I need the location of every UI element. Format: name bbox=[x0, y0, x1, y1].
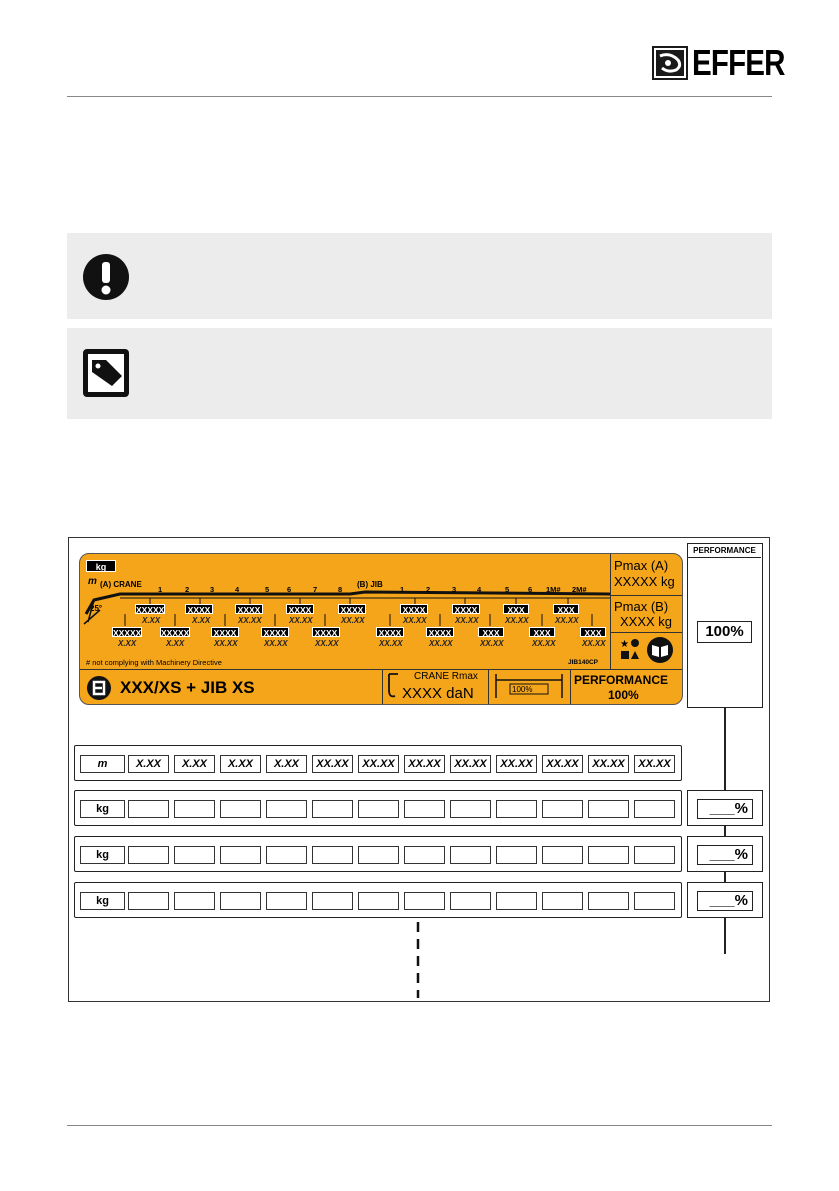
load-cell[interactable] bbox=[450, 846, 491, 864]
performance-header: PERFORMANCE bbox=[688, 544, 761, 558]
load-unit: kg bbox=[80, 892, 125, 910]
crane-ext-3: 3 bbox=[210, 585, 215, 594]
load-cell[interactable] bbox=[220, 846, 261, 864]
load-cell[interactable] bbox=[174, 892, 215, 910]
lower-radius-5: XX.XX bbox=[315, 639, 339, 648]
load-cell[interactable] bbox=[634, 800, 675, 818]
load-row-2 bbox=[74, 836, 682, 872]
radius-cell: XX.XX bbox=[358, 755, 399, 773]
note-notice bbox=[67, 328, 772, 419]
lower-radius-2: X.XX bbox=[166, 639, 185, 648]
load-cell[interactable] bbox=[312, 892, 353, 910]
load-cell[interactable] bbox=[542, 846, 583, 864]
hook-icon bbox=[386, 672, 402, 700]
connector-line bbox=[724, 872, 726, 882]
connector-line bbox=[724, 826, 726, 836]
lower-radius-4: XX.XX bbox=[264, 639, 288, 648]
load-cell[interactable] bbox=[266, 846, 307, 864]
load-row-1 bbox=[74, 790, 682, 826]
load-cell[interactable] bbox=[404, 846, 445, 864]
upper-radius-5: XX.XX bbox=[341, 616, 365, 625]
crane-ext-5: 5 bbox=[265, 585, 270, 594]
footnote: # not complying with Machinery Directive bbox=[86, 658, 222, 667]
lower-radius-8: XX.XX bbox=[480, 639, 504, 648]
plate-performance-value: 100% bbox=[608, 688, 639, 702]
header-rule bbox=[67, 96, 772, 97]
effer-e-icon bbox=[86, 675, 112, 701]
percent-field[interactable]: ___% bbox=[697, 891, 753, 911]
plate-divider-b3 bbox=[570, 669, 571, 705]
load-cell[interactable] bbox=[220, 800, 261, 818]
crane-ext-6: 6 bbox=[287, 585, 292, 594]
upper-radius-9: XX.XX bbox=[555, 616, 579, 625]
stabilizer-pct: 100% bbox=[512, 685, 533, 694]
load-row-3 bbox=[74, 882, 682, 918]
load-cell[interactable] bbox=[174, 846, 215, 864]
footer-rule bbox=[67, 1125, 772, 1126]
crane-ext-1: 1 bbox=[158, 585, 163, 594]
manual-book-icon bbox=[646, 636, 674, 664]
continuation-dashes bbox=[412, 922, 424, 998]
lower-load-10: XXX bbox=[580, 627, 606, 637]
load-cell[interactable] bbox=[404, 800, 445, 818]
load-cell[interactable] bbox=[128, 800, 169, 818]
lower-radius-3: XX.XX bbox=[214, 639, 238, 648]
load-cell[interactable] bbox=[128, 846, 169, 864]
load-cell[interactable] bbox=[312, 846, 353, 864]
upper-radius-8: XX.XX bbox=[505, 616, 529, 625]
percent-box-2 bbox=[687, 836, 763, 872]
performance-panel bbox=[687, 543, 763, 708]
plate-m-label: m bbox=[88, 576, 97, 587]
radius-unit: m bbox=[80, 755, 125, 773]
radius-cell: XX.XX bbox=[312, 755, 353, 773]
load-cell[interactable] bbox=[358, 846, 399, 864]
upper-load-4: XXXX bbox=[286, 604, 314, 614]
upper-radius-6: XX.XX bbox=[403, 616, 427, 625]
pmax-b-label: Pmax (B) bbox=[614, 599, 669, 614]
svg-text:★: ★ bbox=[620, 639, 629, 650]
radius-cell: XX.XX bbox=[542, 755, 583, 773]
lower-load-4: XXXX bbox=[261, 627, 289, 637]
upper-radius-7: XX.XX bbox=[455, 616, 479, 625]
radius-cell: X.XX bbox=[220, 755, 261, 773]
plate-divider-h2 bbox=[610, 632, 683, 633]
warning-notice bbox=[67, 233, 772, 319]
load-unit: kg bbox=[80, 800, 125, 818]
load-cell[interactable] bbox=[496, 892, 537, 910]
jib-ext-2: 2 bbox=[426, 585, 431, 594]
radius-row bbox=[74, 745, 682, 781]
lower-load-1: XXXXX bbox=[113, 628, 142, 638]
upper-load-9: XXX bbox=[553, 604, 579, 614]
exclamation-icon bbox=[82, 253, 130, 301]
load-cell[interactable] bbox=[496, 846, 537, 864]
jib-ext-3: 3 bbox=[452, 585, 457, 594]
jib-ext-4: 4 bbox=[477, 585, 482, 594]
jib-label: (B) JIB bbox=[357, 580, 383, 589]
load-cell[interactable] bbox=[634, 846, 675, 864]
load-cell[interactable] bbox=[450, 892, 491, 910]
load-cell[interactable] bbox=[404, 892, 445, 910]
upper-load-5: XXXX bbox=[338, 604, 366, 614]
jib-ext-1: 1 bbox=[400, 585, 405, 594]
plate-divider-v bbox=[610, 554, 611, 670]
chart-code: JIB140CP bbox=[568, 659, 598, 666]
lower-load-7: XXXX bbox=[426, 627, 454, 637]
lower-load-6: XXXX bbox=[376, 627, 404, 637]
pmax-b-value: XXXX kg bbox=[620, 614, 673, 629]
percent-field[interactable]: ___% bbox=[697, 845, 753, 865]
model-name: XXX/XS + JIB XS bbox=[120, 678, 255, 697]
load-cell[interactable] bbox=[358, 892, 399, 910]
load-cell[interactable] bbox=[174, 800, 215, 818]
plate-kg-label: kg bbox=[86, 560, 116, 572]
crane-ext-4: 4 bbox=[235, 585, 240, 594]
radius-cell: XX.XX bbox=[496, 755, 537, 773]
load-cell[interactable] bbox=[128, 892, 169, 910]
note-tag-icon bbox=[82, 348, 130, 398]
upper-radius-2: X.XX bbox=[192, 616, 211, 625]
load-unit: kg bbox=[80, 846, 125, 864]
radius-cell: X.XX bbox=[174, 755, 215, 773]
load-plate bbox=[79, 553, 683, 705]
jib-ext-5: 5 bbox=[505, 585, 510, 594]
radius-cell: XX.XX bbox=[404, 755, 445, 773]
rmax-label: CRANE Rmax bbox=[414, 671, 478, 682]
pmax-a-label: Pmax (A) bbox=[614, 558, 669, 573]
load-cell[interactable] bbox=[588, 892, 629, 910]
load-cell[interactable] bbox=[312, 800, 353, 818]
lower-load-5: XXXX bbox=[312, 627, 340, 637]
radius-cell: XX.XX bbox=[450, 755, 491, 773]
effer-emblem-icon bbox=[652, 46, 688, 80]
jib-ext-1m: 1M# bbox=[546, 585, 561, 594]
lower-radius-1: X.XX bbox=[118, 639, 137, 648]
symbols-icon bbox=[620, 637, 640, 661]
pmax-a-value: XXXXX kg bbox=[614, 574, 675, 589]
upper-load-1: XXXXX bbox=[136, 605, 165, 615]
percent-box-1 bbox=[687, 790, 763, 826]
crane-ext-7: 7 bbox=[313, 585, 318, 594]
connector-line bbox=[724, 708, 726, 790]
rmax-value: XXXX daN bbox=[402, 685, 474, 702]
radius-cell: XX.XX bbox=[634, 755, 675, 773]
angle-label: 25° bbox=[90, 604, 103, 613]
load-cell[interactable] bbox=[266, 892, 307, 910]
lower-radius-6: XX.XX bbox=[379, 639, 403, 648]
load-cell[interactable] bbox=[542, 892, 583, 910]
load-cell[interactable] bbox=[220, 892, 261, 910]
plate-performance-label: PERFORMANCE bbox=[574, 673, 669, 687]
lower-radius-9: XX.XX bbox=[532, 639, 556, 648]
jib-ext-6: 6 bbox=[528, 585, 533, 594]
lower-radius-10: XX.XX bbox=[582, 639, 606, 648]
plate-divider-b1 bbox=[382, 669, 383, 705]
jib-ext-2m: 2M# bbox=[572, 585, 587, 594]
load-cell[interactable] bbox=[266, 800, 307, 818]
crane-ext-2: 2 bbox=[185, 585, 190, 594]
radius-cell: XX.XX bbox=[588, 755, 629, 773]
crane-label: (A) CRANE bbox=[100, 580, 142, 589]
percent-field[interactable]: ___% bbox=[697, 799, 753, 819]
upper-load-7: XXXX bbox=[452, 604, 480, 614]
upper-radius-1: X.XX bbox=[142, 616, 161, 625]
lower-load-3: XXXX bbox=[211, 627, 239, 637]
upper-load-2: XXXX bbox=[185, 604, 213, 614]
upper-radius-3: XX.XX bbox=[238, 616, 262, 625]
load-cell[interactable] bbox=[496, 800, 537, 818]
load-cell[interactable] bbox=[634, 892, 675, 910]
connector-line bbox=[724, 918, 726, 954]
lower-load-9: XXX bbox=[529, 627, 555, 637]
radius-cell: X.XX bbox=[128, 755, 169, 773]
load-cell[interactable] bbox=[588, 846, 629, 864]
upper-load-6: XXXX bbox=[400, 604, 428, 614]
load-cell[interactable] bbox=[588, 800, 629, 818]
effer-logo bbox=[652, 42, 785, 83]
lower-radius-7: XX.XX bbox=[429, 639, 453, 648]
performance-value: 100% bbox=[697, 621, 752, 643]
lower-load-8: XXX bbox=[478, 627, 504, 637]
load-cell[interactable] bbox=[542, 800, 583, 818]
radius-cell: X.XX bbox=[266, 755, 307, 773]
crane-ext-8: 8 bbox=[338, 585, 343, 594]
plate-divider-b2 bbox=[488, 669, 489, 705]
load-cell[interactable] bbox=[358, 800, 399, 818]
percent-box-3 bbox=[687, 882, 763, 918]
lower-load-2: XXXXX bbox=[161, 628, 190, 638]
upper-load-3: XXXX bbox=[235, 604, 263, 614]
plate-divider-h1 bbox=[610, 595, 683, 596]
load-cell[interactable] bbox=[450, 800, 491, 818]
upper-radius-4: XX.XX bbox=[289, 616, 313, 625]
brand-name: EFFER bbox=[692, 42, 785, 83]
upper-load-8: XXX bbox=[503, 604, 529, 614]
